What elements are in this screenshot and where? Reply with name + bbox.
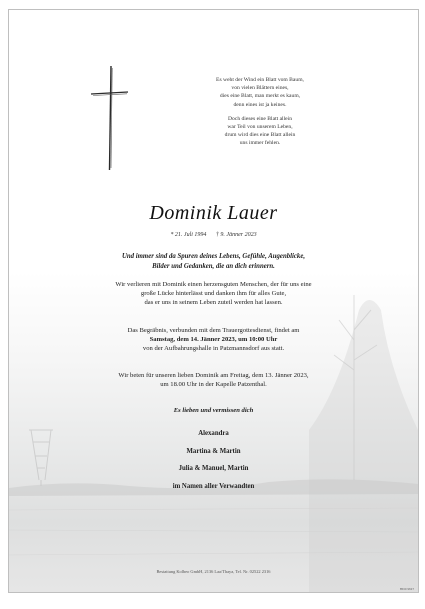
quote-line: Und immer sind da Spuren deines Lebens, Gefühle, Augenblicke, <box>121 253 306 260</box>
funeral-paragraph <box>69 326 358 353</box>
paragraph-line: Wir verlieren mit Dominik einen herzensguten Menschen, der für uns eine <box>115 281 312 288</box>
paragraph-line: von der Aufbahrungshalle in Patzmannsdorf aus statt. <box>142 345 285 352</box>
signer: Martina & Martin <box>186 447 241 455</box>
poem-line: von vielen Blättern eines, <box>231 85 289 92</box>
poem-line: drum wird dies eine Blatt allein <box>224 132 296 139</box>
cross-icon <box>89 62 129 174</box>
funeral-date-text: Samstag, dem 14. Jänner 2023, um 10:00 Uhr <box>149 336 278 343</box>
signer: Julia & Manuel, Martin <box>178 465 249 472</box>
poem <box>185 76 335 148</box>
quote-line: Bilder und Gedanken, die an dich erinnern. <box>152 262 275 270</box>
birth-date: * 21. Juli 1994 <box>170 232 207 238</box>
poem-line: Doch dieses eine Blatt allein <box>228 115 292 122</box>
deceased-name: Dominik Lauer <box>149 202 278 224</box>
signers-list <box>9 425 418 495</box>
poem-line: war Teil von unserem Leben, <box>227 124 293 131</box>
paragraph-line: um 18.00 Uhr in der Kapelle Patzenthal. <box>160 381 267 388</box>
poem-line: dies eine Blatt, man merkt es kaum, <box>219 93 301 100</box>
paragraph-line: Wir beten für unseren lieben Dominik am Freitag, dem 13. Jänner 2023, <box>118 372 309 379</box>
life-dates <box>9 232 418 238</box>
paragraph-line: das er uns in seinem Leben zuteil werden hat lassen. <box>144 299 283 306</box>
paragraph-line: große Lücke hinterlässt und danken ihm für alles Gute, <box>140 290 287 297</box>
obituary-page <box>8 9 419 593</box>
poem-line: Es weht der Wind ein Blatt vom Baum, <box>216 77 304 83</box>
signer: Alexandra <box>198 430 229 437</box>
tribute-paragraph <box>69 280 358 307</box>
signer: im Namen aller Verwandten <box>172 482 255 490</box>
death-date: † 9. Jänner 2023 <box>215 232 257 238</box>
document-code: 8530 9637 <box>399 587 414 591</box>
memorial-quote <box>69 252 358 271</box>
funeral-date <box>69 335 358 344</box>
funeral-home-footer: Bestattung Kolbeo GmbH, 2136 Laa/Thaya, Tel. Nr. 02522 2316 <box>156 569 271 574</box>
poem-line: uns immer fehlen. <box>239 140 281 147</box>
paragraph-line: Das Begräbnis, verbunden mit dem Trauergottesdienst, findet am <box>127 327 300 334</box>
poem-line: denn eines ist ja keines. <box>233 101 287 108</box>
prayer-paragraph <box>69 371 358 389</box>
mourning-line: Es lieben und vermissen dich <box>173 407 254 414</box>
